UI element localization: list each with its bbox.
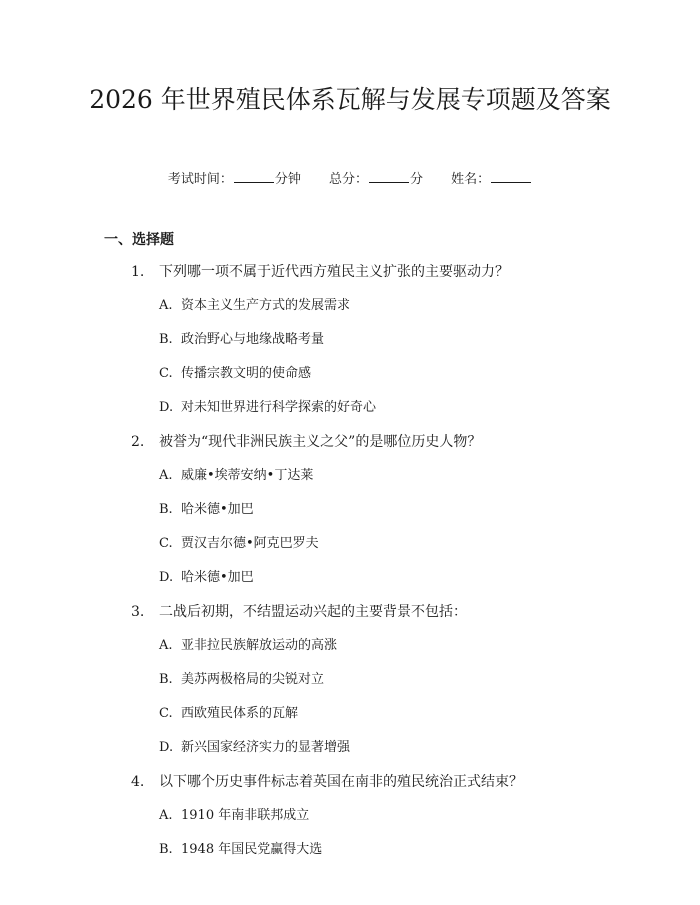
question-item bbox=[0, 765, 700, 867]
option-item bbox=[0, 323, 700, 357]
question-stem bbox=[0, 595, 700, 629]
section-title: 一、选择题 bbox=[104, 232, 174, 248]
exam-meta bbox=[0, 168, 700, 187]
option-text: 传播宗教文明的使命感 bbox=[181, 366, 312, 381]
option-letter: B. bbox=[159, 502, 173, 517]
option-text: 政治野心与地缘战略考量 bbox=[181, 332, 325, 347]
option-item bbox=[0, 289, 700, 323]
question-text: 二战后初期，不结盟运动兴起的主要背景不包括： bbox=[159, 604, 467, 620]
option-text: 新兴国家经济实力的显著增强 bbox=[181, 740, 351, 755]
option-letter: D. bbox=[159, 400, 174, 415]
option-letter: A. bbox=[159, 468, 173, 483]
student-name bbox=[451, 168, 532, 187]
option-text: 美苏两极格局的尖锐对立 bbox=[181, 672, 325, 687]
option-text: 1910 年南非联邦成立 bbox=[181, 808, 310, 823]
option-letter: D. bbox=[159, 740, 174, 755]
score-label: 总分： bbox=[328, 172, 368, 187]
option-letter: A. bbox=[159, 298, 173, 313]
option-letter: B. bbox=[159, 842, 173, 857]
score-blank bbox=[369, 170, 409, 183]
question-item bbox=[0, 595, 700, 765]
name-blank bbox=[491, 170, 531, 183]
option-item bbox=[0, 833, 700, 867]
option-item bbox=[0, 629, 700, 663]
question-number: 4. bbox=[131, 774, 145, 790]
option-text: 资本主义生产方式的发展需求 bbox=[181, 298, 351, 313]
option-letter: A. bbox=[159, 808, 173, 823]
option-item bbox=[0, 561, 700, 595]
question-number: 2. bbox=[131, 434, 145, 450]
exam-time bbox=[168, 168, 301, 187]
option-text: 威廉•埃蒂安纳•丁达莱 bbox=[181, 468, 314, 483]
option-letter: B. bbox=[159, 332, 173, 347]
time-label: 考试时间： bbox=[167, 172, 233, 187]
question-list bbox=[0, 255, 700, 867]
question-number: 3. bbox=[131, 604, 145, 620]
question-text: 被誉为“现代非洲民族主义之父”的是哪位历史人物？ bbox=[159, 434, 482, 450]
option-text: 贾汉吉尔德•阿克巴罗夫 bbox=[181, 536, 319, 551]
option-item bbox=[0, 731, 700, 765]
time-blank bbox=[234, 170, 274, 183]
question-stem bbox=[0, 425, 700, 459]
option-item bbox=[0, 391, 700, 425]
page-title: 2026 年世界殖民体系瓦解与发展专项题及答案 bbox=[89, 85, 611, 114]
option-letter: C. bbox=[159, 366, 173, 381]
option-item bbox=[0, 799, 700, 833]
option-text: 1948 年国民党赢得大选 bbox=[181, 842, 323, 857]
time-unit: 分钟 bbox=[274, 172, 301, 187]
option-item bbox=[0, 459, 700, 493]
option-item bbox=[0, 357, 700, 391]
question-item bbox=[0, 255, 700, 425]
option-text: 哈米德•加巴 bbox=[181, 570, 254, 585]
option-letter: D. bbox=[159, 570, 174, 585]
option-letter: C. bbox=[159, 536, 173, 551]
question-stem bbox=[0, 765, 700, 799]
option-text: 哈米德•加巴 bbox=[181, 502, 254, 517]
option-letter: B. bbox=[159, 672, 173, 687]
option-letter: C. bbox=[159, 706, 173, 721]
question-item bbox=[0, 425, 700, 595]
question-stem bbox=[0, 255, 700, 289]
option-text: 西欧殖民体系的瓦解 bbox=[181, 706, 299, 721]
option-text: 对未知世界进行科学探索的好奇心 bbox=[181, 400, 377, 415]
option-item bbox=[0, 493, 700, 527]
question-number: 1. bbox=[131, 264, 145, 280]
score-unit: 分 bbox=[410, 172, 424, 187]
option-item bbox=[0, 697, 700, 731]
question-text: 下列哪一项不属于近代西方殖民主义扩张的主要驱动力？ bbox=[159, 264, 509, 280]
option-text: 亚非拉民族解放运动的高涨 bbox=[181, 638, 338, 653]
name-label: 姓名： bbox=[451, 172, 491, 187]
total-score bbox=[329, 168, 423, 187]
option-letter: A. bbox=[159, 638, 173, 653]
option-item bbox=[0, 663, 700, 697]
option-item bbox=[0, 527, 700, 561]
question-text: 以下哪个历史事件标志着英国在南非的殖民统治正式结束？ bbox=[159, 774, 523, 790]
